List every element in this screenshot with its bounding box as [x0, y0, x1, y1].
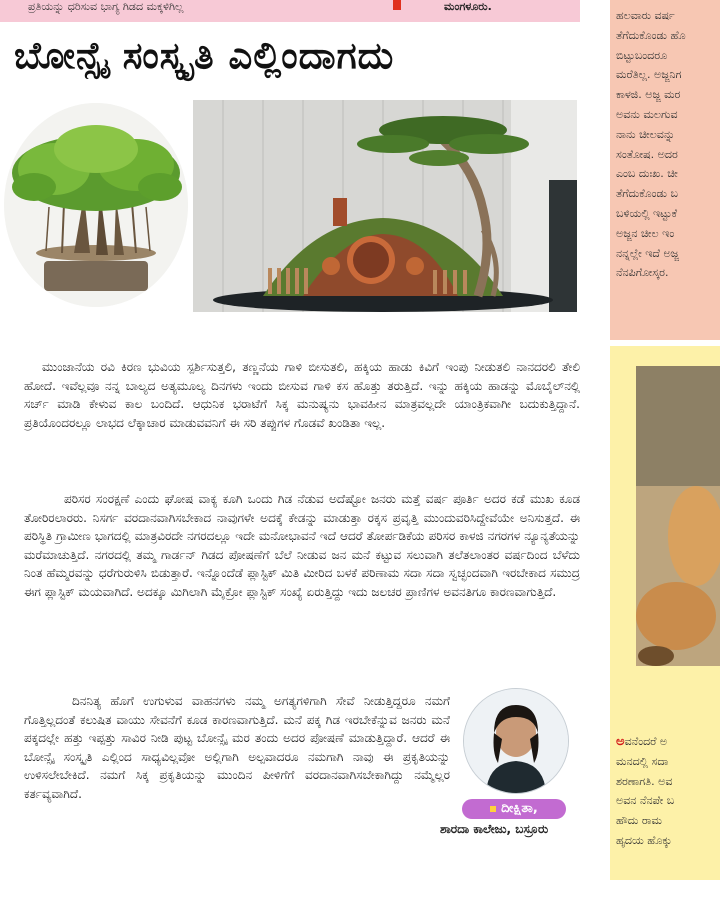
- text-line: ನಾನು ಚೀಲವನ್ನು: [616, 127, 675, 141]
- text-line: ಹೌದು ರಾಮ: [616, 814, 662, 828]
- text-line: ನೆನಪಿಗೋಸ್ಕರ.: [616, 266, 669, 280]
- author-college: ಶಾರದಾ ಕಾಲೇಜು, ಬಸ್ರೂರು: [440, 822, 549, 836]
- bonsai-illustration: [193, 100, 577, 312]
- article-paragraph-2: ಪರಿಸರ ಸಂರಕ್ಷಣೆ ಎಂದು ಘೋಷ ವಾಕ್ಯ ಕೂಗಿ ಒಂದು ಗಿಡ ನೆಡುವ ಅದೆಷ್ಟೋ ಜನರು ಮತ್ತೆ ವರ್ಷ ಪೂರ್ತಿ ಅದರ ಕಡೆ ಮುಖ ಕೂಡ ತೋರಿರಲಾರರು. ನಿಸರ್ಗ ವರದಾನವಾಗಿಸಬೇಕಾದ ನಾವುಗಳೇ ಅದಕ್ಕೆ ಕೇಡನ್ನು ಮಾಡುತ್ತಾ ರಕ್ಕಸ ಪ್ರವೃತ್ತಿ ಮುಂದುವರಿಸಿದ್ದೇವೆಯೇ ಅನಿಸುತ್ತದೆ. ಈ ಪರಿಸ್ಥಿತಿ ಗ್ರಾಮೀಣ ಭಾಗದಲ್ಲಿ ಮಾತ್ರವಿರದೇ ನಗರದಲ್ಲೂ ಇದೇ ಮನೋಭಾವನೆ ಇದೆ ಆದರೆ ತೋರ್ಪಡಿಕೆಯ ಪರಿಸರ ಕಾಳಜಿ ನಗರಗಳ ನ್ಯೂನ್ಯತೆಯನ್ನು ಮರೆಮಾಚುತ್ತಿದೆ. ನಗರದಲ್ಲಿ ತಮ್ಮ ಗಾರ್ಡನ್ ಗಿಡದ ಪೋಷಣೆಗೆ ಬೆಲೆ ನೀಡುವ ಜನ ಮನೆ ಕಟ್ಟುವ ಸಲುವಾಗಿ ತಲೆತಲಾಂತರ ವರ್ಷದಿಂದ ಬೆಳೆದು ನಿಂತ ಹೆಮ್ಮರವನ್ನು ಧರೆಗುರುಳಿಸಿ ಬಿಡುತ್ತಾರೆ. ಇನ್ನೊಂದೆಡೆ ಪ್ಲಾಸ್ಟಿಕ್ ಮಿತಿ ಮೀರಿದ ಬಳಕೆ ಪರಿಣಾಮ ಸದಾ ಸದಾ ಸ್ವಚ್ಛಂದವಾಗಿ ಇರಬೇಕಾದ ಸಮುದ್ರ ಈಗ ಪ್ಲಾಸ್ಟಿಕ್ ಮಯವಾಗಿದೆ. ಅದಕ್ಕೂ ಮಿಗಿಲಾಗಿ ಮೈಕ್ರೋ ಪ್ಲಾಸ್ಟಿಕ್ ಸಂಖ್ಯೆ ಏರುತ್ತಿದ್ದು ಇದು ಜಲಚರ ಪ್ರಾಣಿಗಳ ಅವನತಿಗೂ ಕಾರಣವಾಗುತ್ತಿದೆ.: [24, 492, 580, 599]
- text-line: ನನ್ನಲ್ಲೇ ಇದೆ ಅಜ್ಜ: [616, 246, 679, 260]
- text-line: ಸಂತೋಷ. ಅದರ: [616, 147, 678, 161]
- article-paragraph-3: ದಿನನಿತ್ಯ ಹೊಗೆ ಉಗುಳುವ ವಾಹನಗಳು ನಮ್ಮ ಅಗತ್ಯಗಳಿಗಾಗಿ ಸೇವೆ ನೀಡುತ್ತಿದ್ದರೂ ನಮಗೆ ಗೊತ್ತಿಲ್ಲದಂತೆ ಕಲುಷಿತ ವಾಯು ಸೇವನೆಗೆ ಕೂಡ ಕಾರಣವಾಗುತ್ತಿದೆ. ಮನೆ ಪಕ್ಕ ಗಿಡ ಇರಬೇಕೆನ್ನುವ ಜನರು ಮನೆ ಪಕ್ಕದಲ್ಲೇ ಹತ್ತು ಇಪ್ಪತ್ತು ಸಾವಿರ ನೀಡಿ ಪುಟ್ಟ ಬೋನ್ಸೈ ಮರ ತಂದು ಅದರ ಪೋಷಣೆ ಮಾಡುತ್ತಿದ್ದಾರೆ. ಆದರೆ ಈ ಬೋನ್ಸೈ ಸಂಸ್ಕೃತಿ ಎಲ್ಲಿಂದ ಸಾಧ್ಯವಿಲ್ಲವೋ ಅಲ್ಲಿಗಾಗಿ ಅಲ್ಪವಾದರೂ ನಮಗಾಗಿ ನಾವು ಈ ಪ್ರಕೃತಿಯನ್ನು ಉಳಿಸಲೇಬೇಕಿದೆ. ನಮಗೆ ಸಿಕ್ಕ ಪ್ರಕೃತಿಯನ್ನು ಮುಂದಿನ ಪೀಳಿಗೆಗೆ ವರದಾನವಾಗಿಸಬೇಕಾಗಿದ್ದು ನಮ್ಮೆಲ್ಲರ ಕರ್ತವ್ಯವಾಗಿದೆ.: [24, 694, 450, 801]
- text-line: [616, 732, 720, 752]
- top-strip-text: ಪ್ರತಿಯನ್ನು ಧರಿಸುವ ಭಾಗ್ಯ ಗಿಡದ ಮಕ್ಕಳಿಗಿಲ್ಲ: [28, 0, 184, 13]
- text-line: ಶರಣಾಗತಿ. ಅವ: [616, 774, 673, 788]
- top-strip-accent-bar: [393, 0, 401, 10]
- text-line: ಕಾಳಜಿ. ಅಜ್ಜ ಮರ: [616, 88, 681, 102]
- drop-cap: ಅ: [616, 734, 625, 749]
- author-photo: [463, 688, 569, 794]
- adjacent-story-top: [610, 0, 720, 340]
- author-portrait: [464, 689, 568, 793]
- banyan-tree-photo: [4, 103, 188, 307]
- text-line: ತೆಗೆದುಕೊಂಡು ಹೊ: [616, 28, 686, 42]
- text-line: ಎಂಬ ದುಃಖ. ಚೀ: [616, 167, 678, 181]
- text-line: ಮರೆತಿಲ್ಲ. ಅಜ್ಜನಿಗ: [616, 68, 682, 82]
- text-line: ಅವನು ಮಲಗುವ: [616, 107, 678, 121]
- text-line: ತೆಗೆದುಕೊಂಡು ಬ: [616, 187, 678, 201]
- author-name-badge: [462, 799, 566, 819]
- text-line: ಹೃದಯ ಹೊಕ್ಕು: [616, 833, 672, 847]
- adjacent-story-column: [610, 0, 720, 920]
- bonsai-hobbit-house-photo: [193, 100, 577, 312]
- article-headline: ಬೋನ್ಸೈ ಸಂಸ್ಕೃತಿ ಎಲ್ಲಿಂದಾಗದು: [14, 34, 395, 77]
- author-name: ದೀಕ್ಷಿತಾ,: [501, 801, 538, 816]
- first-line-text: ವನೆಂದರೆ ಅ: [624, 735, 668, 748]
- banyan-tree-illustration: [4, 103, 188, 307]
- text-line: ಬಿಟ್ಟುಬಂದರೂ: [616, 48, 668, 62]
- top-strip: [0, 0, 580, 22]
- badge-dot-icon: [490, 806, 496, 812]
- text-line: ಹಲವಾರು ವರ್ಷ: [616, 9, 675, 22]
- adjacent-story-top-text: [616, 6, 720, 283]
- text-line: ಅಜ್ಜನ ಚೀಲ ಇಂ: [616, 226, 675, 240]
- rama-painting-photo: [636, 366, 720, 666]
- adjacent-story-bottom-text: [616, 732, 720, 851]
- painting-illustration: [636, 366, 720, 666]
- adjacent-story-bottom: [610, 346, 720, 880]
- article-paragraph-1: ಮುಂಜಾನೆಯ ರವಿ ಕಿರಣ ಭುವಿಯ ಸ್ಪರ್ಶಿಸುತ್ತಲಿ, ತಣ್ಣನೆಯ ಗಾಳಿ ಬೀಸುತಲಿ, ಹಕ್ಕಿಯ ಹಾಡು ಕಿವಿಗೆ ಇಂಪು ನೀಡುತಲಿ ನಾನದರಲಿ ತೇಲಿ ಹೋದೆ. ಇವೆಲ್ಲವೂ ನನ್ನ ಬಾಲ್ಯದ ಅತ್ಯಮೂಲ್ಯ ದಿನಗಳು ಇಂದು ಬೀಸುವ ಗಾಳಿ ಕಸ ಹೊತ್ತು ತರುತ್ತಿದೆ. ಇನ್ನು ಹಕ್ಕಿಯ ಹಾಡನ್ನು ಮೊಬೈಲ್‌ನಲ್ಲಿ ಸರ್ಚ್ ಮಾಡಿ ಕೇಳುವ ಕಾಲ ಬಂದಿದೆ. ಆಧುನಿಕ ಭರಾಟೆಗೆ ಸಿಕ್ಕ ಮನುಷ್ಯನು ಭಾವಹೀನ ಮಾತ್ರವಲ್ಲದೇ ಯಾಂತ್ರಿಕವಾಗೀ ಬದುಕುತ್ತಿದ್ದಾನೆ. ಪ್ರತಿಯೊಂದರಲ್ಲೂ ಲಾಭದ ಲೆಕ್ಕಾಚಾರ ಮಾಡುವವನಿಗೆ ಈ ಸರಿ ತಪ್ಪುಗಳ ಗೊಡವೆ ಖಂಡಿತಾ ಇಲ್ಲ.: [24, 360, 580, 430]
- text-line: ಬಳಿಯಲ್ಲಿ ಇಟ್ಟುಕೆ: [616, 206, 678, 220]
- text-line: ಮನದಲ್ಲಿ ಸದಾ: [616, 754, 669, 768]
- top-strip-location: ಮಂಗಳೂರು.: [444, 0, 492, 13]
- text-line: ಅವನ ನೆನಪೇ ಬ: [616, 794, 675, 808]
